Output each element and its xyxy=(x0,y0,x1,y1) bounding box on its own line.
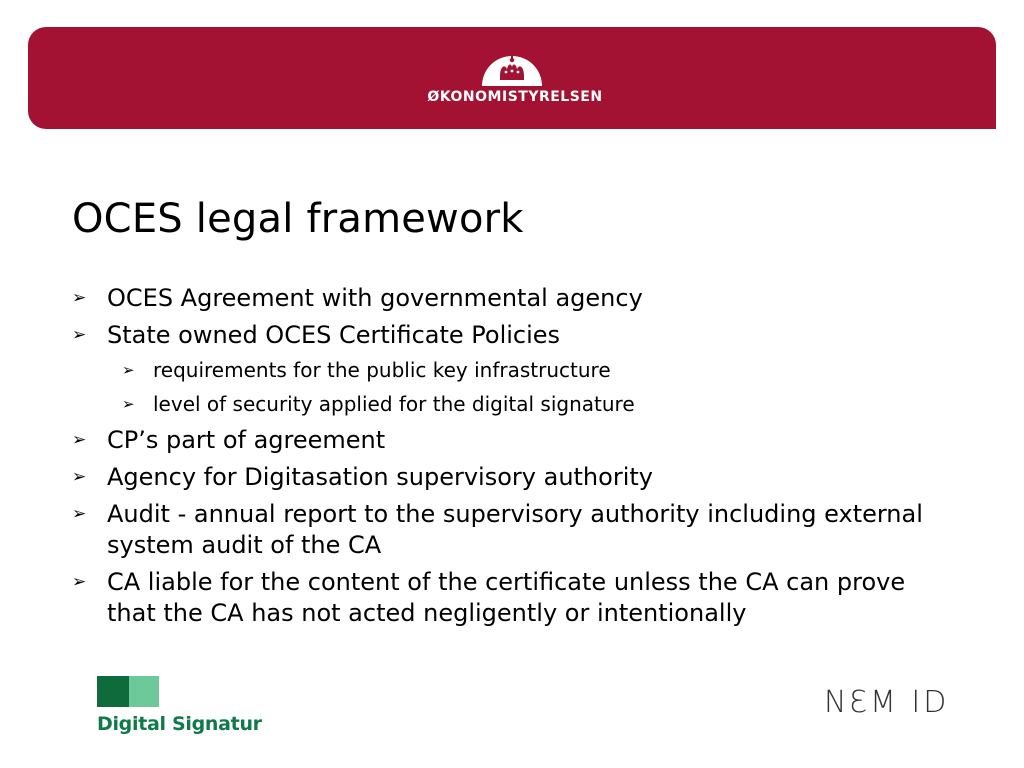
arrow-bullet-icon: ➢ xyxy=(122,361,135,379)
bullet-text: Agency for Digitasation supervisory authority xyxy=(107,463,653,491)
sub-bullet-item xyxy=(72,391,952,417)
bullet-item xyxy=(72,567,952,629)
bullet-text: OCES Agreement with governmental agency xyxy=(107,284,643,312)
bullet-item xyxy=(72,462,952,493)
arrow-bullet-icon: ➢ xyxy=(122,395,135,413)
bullet-text: CP’s part of agreement xyxy=(107,426,386,454)
arrow-bullet-icon: ➢ xyxy=(72,325,87,345)
bullet-item xyxy=(72,499,952,561)
arrow-bullet-icon: ➢ xyxy=(72,572,87,592)
digital-signatur-logo xyxy=(97,676,267,740)
digital-signatur-text: Digital Signatur xyxy=(97,713,262,735)
bullet-text: Audit - annual report to the supervisory authority including external system audit of the CA xyxy=(107,500,923,559)
logo-square-dark xyxy=(97,676,130,707)
sub-bullet-item xyxy=(72,357,952,383)
bullet-item xyxy=(72,425,952,456)
bullet-text: CA liable for the content of the certificate unless the CA can prove that the CA has not acted negligently or intentionally xyxy=(107,568,906,627)
crown-logo-icon xyxy=(480,52,544,86)
bullet-item xyxy=(72,320,952,351)
arrow-bullet-icon: ➢ xyxy=(72,288,87,308)
sub-bullet-text: requirements for the public key infrastructure xyxy=(153,358,611,382)
agency-logo-text: ØKONOMISTYRELSEN xyxy=(427,89,603,105)
nemid-logo: NƐM ID xyxy=(824,685,950,720)
bullet-item xyxy=(72,283,952,314)
bullet-text: State owned OCES Certificate Policies xyxy=(107,321,561,349)
logo-square-light xyxy=(129,676,159,707)
sub-bullet-text: level of security applied for the digital signature xyxy=(153,392,635,416)
arrow-bullet-icon: ➢ xyxy=(72,430,87,450)
bullet-list xyxy=(72,283,952,635)
slide-title: OCES legal framework xyxy=(72,196,524,242)
arrow-bullet-icon: ➢ xyxy=(72,467,87,487)
arrow-bullet-icon: ➢ xyxy=(72,504,87,524)
